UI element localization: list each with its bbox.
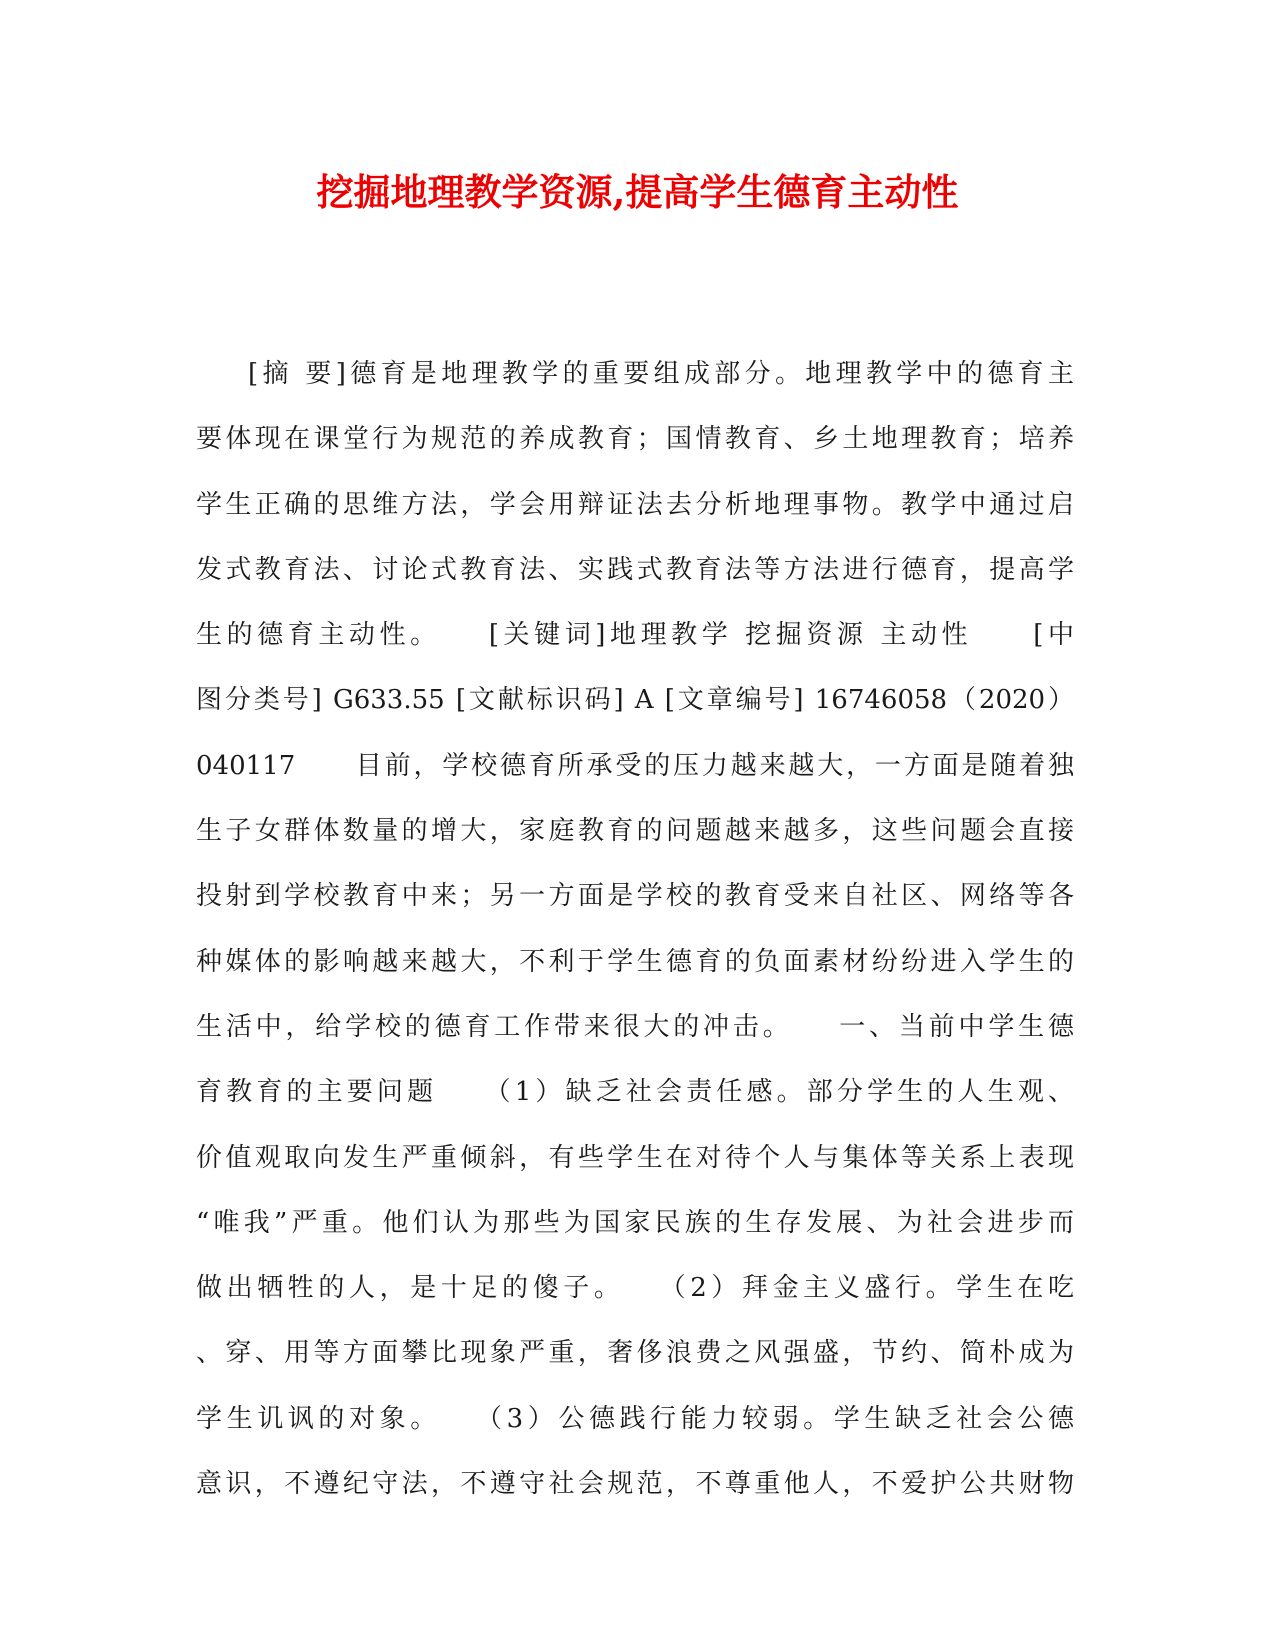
body-line: “唯我”严重。他们认为那些为国家民族的生存发展、为社会进步而 bbox=[196, 1207, 1074, 1238]
body-line: 意识，不遵纪守法，不遵守社会规范，不尊重他人，不爱护公共财物 bbox=[196, 1469, 1074, 1500]
body-line: 要体现在课堂行为规范的养成教育；国情教育、乡土地理教育；培养 bbox=[196, 424, 1074, 455]
body-line: 学生讥讽的对象。 （3）公德践行能力较弱。学生缺乏社会公德 bbox=[196, 1403, 1074, 1434]
body-line: 发式教育法、讨论式教育法、实践式教育法等方法进行德育，提高学 bbox=[196, 554, 1074, 585]
body-line: 040117 目前，学校德育所承受的压力越来越大，一方面是随着独 bbox=[196, 750, 1074, 781]
document-body bbox=[196, 342, 1074, 1517]
body-line: 育教育的主要问题 （1）缺乏社会责任感。部分学生的人生观、 bbox=[196, 1077, 1074, 1108]
body-line: 生活中，给学校的德育工作带来很大的冲击。 一、当前中学生德 bbox=[196, 1011, 1074, 1042]
body-line: 学生正确的思维方法，学会用辩证法去分析地理事物。教学中通过启 bbox=[196, 489, 1074, 520]
document-title: 挖掘地理教学资源,提高学生德育主动性 bbox=[316, 170, 959, 214]
body-line: 、穿、用等方面攀比现象严重，奢侈浪费之风强盛，节约、简朴成为 bbox=[196, 1338, 1074, 1369]
body-line: 生的德育主动性。 [关键词]地理教学 挖掘资源 主动性 [中 bbox=[196, 620, 1074, 651]
body-line: 投射到学校教育中来；另一方面是学校的教育受来自社区、网络等各 bbox=[196, 881, 1074, 912]
body-line: 图分类号] G633.55 [文献标识码] A [文章编号] 16746058（2020） bbox=[196, 685, 1074, 716]
body-line: 做出牺牲的人，是十足的傻子。 （2）拜金主义盛行。学生在吃 bbox=[196, 1273, 1074, 1304]
body-line: 生子女群体数量的增大，家庭教育的问题越来越多，这些问题会直接 bbox=[196, 816, 1074, 847]
body-line: 种媒体的影响越来越大，不利于学生德育的负面素材纷纷进入学生的 bbox=[196, 946, 1074, 977]
body-line: [摘 要]德育是地理教学的重要组成部分。地理教学中的德育主 bbox=[248, 359, 1074, 389]
body-line: 价值观取向发生严重倾斜，有些学生在对待个人与集体等关系上表现 bbox=[196, 1142, 1074, 1173]
